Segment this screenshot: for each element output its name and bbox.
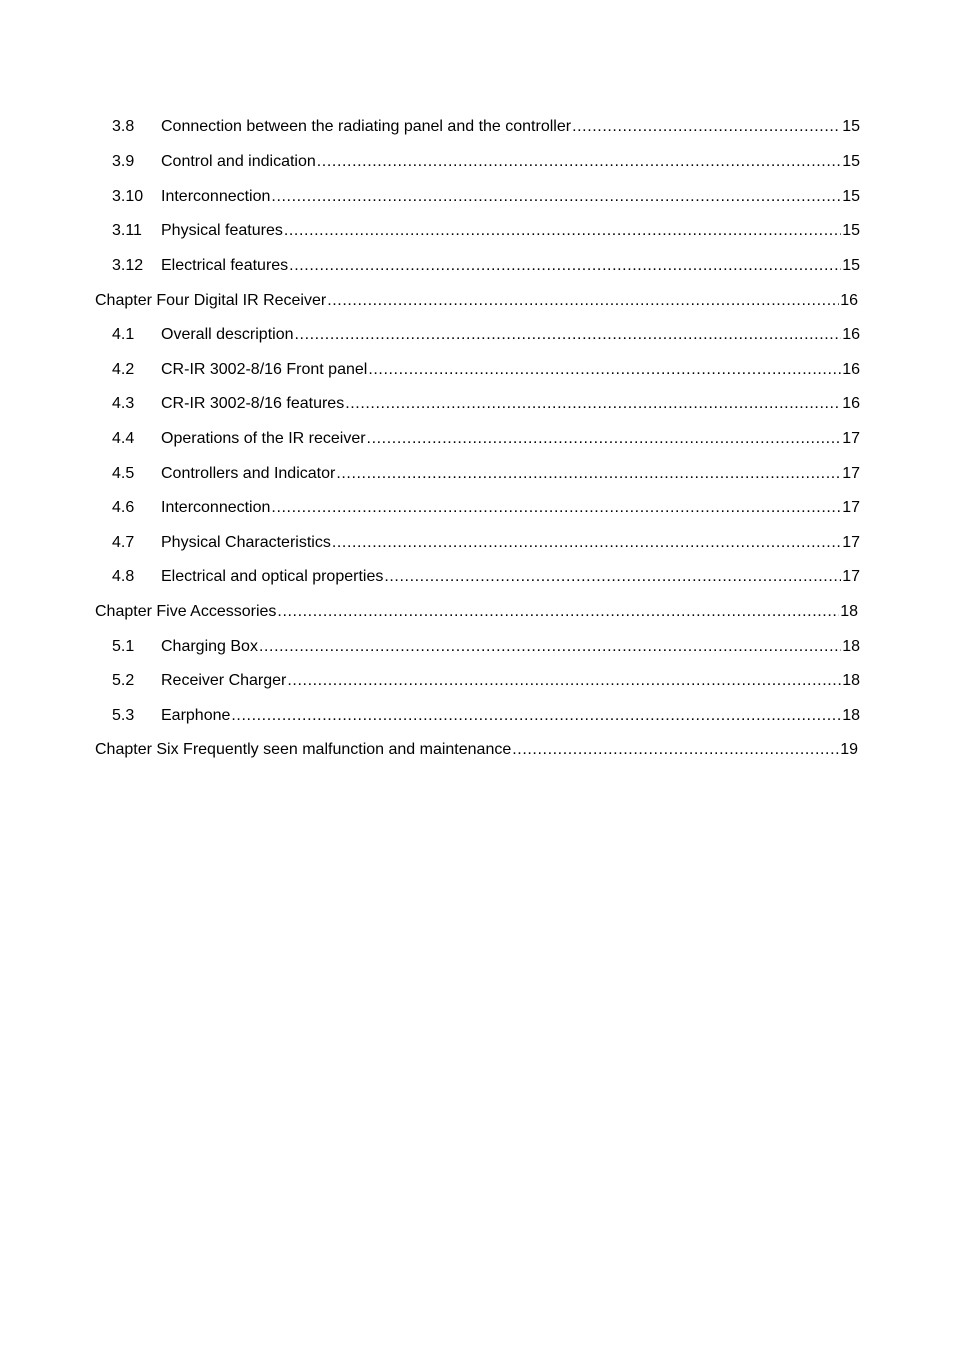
- toc-entry-page: 18: [842, 638, 860, 655]
- toc-entry[interactable]: [112, 706, 860, 726]
- toc-entry-page: 15: [842, 257, 860, 274]
- toc-entry[interactable]: [112, 637, 860, 657]
- dot-leader: [277, 602, 839, 622]
- toc-entry-number: 4.7: [112, 534, 135, 551]
- toc-entry[interactable]: [112, 325, 860, 345]
- toc-entry[interactable]: [112, 221, 860, 241]
- toc-entry-page: 17: [842, 465, 860, 482]
- toc-entry-title: Operations of the IR receiver: [161, 430, 366, 447]
- toc-entry-page: 15: [842, 153, 860, 170]
- dot-leader: [289, 256, 841, 276]
- toc-entry-number: 3.12: [112, 257, 144, 274]
- toc-entry-title: Connection between the radiating panel and the controller: [161, 118, 572, 135]
- toc-entry[interactable]: [112, 464, 860, 484]
- toc-entry-number: 5.3: [112, 707, 135, 724]
- toc-entry-number: 4.2: [112, 361, 135, 378]
- dot-leader: [295, 325, 842, 345]
- toc-entry-title: Physical Characteristics: [161, 534, 331, 551]
- toc-entry-number: 5.1: [112, 638, 135, 655]
- toc-entry-title: Interconnection: [161, 188, 271, 205]
- toc-entry-title: CR-IR 3002-8/16 features: [161, 395, 345, 412]
- toc-entry-number: 3.8: [112, 118, 135, 135]
- toc-entry-title: Interconnection: [161, 499, 271, 516]
- toc-entry[interactable]: [112, 152, 860, 172]
- toc-entry-number: 4.8: [112, 568, 135, 585]
- dot-leader: [327, 291, 839, 311]
- dot-leader: [384, 567, 841, 587]
- toc-entry-number: 3.10: [112, 188, 144, 205]
- toc-entry-number: 4.3: [112, 395, 135, 412]
- toc-entry-title: Controllers and Indicator: [161, 465, 336, 482]
- dot-leader: [336, 464, 841, 484]
- toc-entry-title: Charging Box: [161, 638, 258, 655]
- toc-entry-title: Control and indication: [161, 153, 316, 170]
- dot-leader: [271, 498, 841, 518]
- toc-entry-page: 17: [842, 568, 860, 585]
- toc-entry[interactable]: [112, 533, 860, 553]
- dot-leader: [271, 187, 841, 207]
- toc-entry[interactable]: [112, 671, 860, 691]
- toc-chapter-title: Chapter Five Accessories: [95, 603, 277, 620]
- toc-chapter-title: Chapter Six Frequently seen malfunction and maintenance: [95, 741, 512, 758]
- toc-entry[interactable]: [112, 498, 860, 518]
- toc-entry[interactable]: [112, 429, 860, 449]
- toc-entry-number: 5.2: [112, 672, 135, 689]
- toc-entry-title: Receiver Charger: [161, 672, 287, 689]
- toc-entry-number: 3.9: [112, 153, 135, 170]
- toc-chapter-title: Chapter Four Digital IR Receiver: [95, 292, 327, 309]
- dot-leader: [332, 533, 841, 553]
- toc-chapter-entry[interactable]: [95, 740, 858, 760]
- toc-entry-page: 17: [842, 499, 860, 516]
- toc-entry-title: Electrical features: [161, 257, 289, 274]
- toc-entry-title: CR-IR 3002-8/16 Front panel: [161, 361, 368, 378]
- toc-entry-page: 19: [840, 741, 858, 758]
- toc-entry-page: 18: [842, 707, 860, 724]
- toc-entry-title: Overall description: [161, 326, 294, 343]
- toc-entry-page: 16: [842, 395, 860, 412]
- dot-leader: [512, 740, 839, 760]
- dot-leader: [284, 221, 841, 241]
- toc-entry-page: 18: [840, 603, 858, 620]
- dot-leader: [368, 360, 841, 380]
- dot-leader: [572, 117, 841, 137]
- toc-entry-page: 17: [842, 430, 860, 447]
- toc-entry-number: 4.6: [112, 499, 135, 516]
- toc-entry-number: 4.4: [112, 430, 135, 447]
- toc-entry-page: 16: [842, 326, 860, 343]
- toc-entry[interactable]: [112, 187, 860, 207]
- toc-entry-number: 4.1: [112, 326, 135, 343]
- toc-entry-page: 17: [842, 534, 860, 551]
- toc-entry[interactable]: [112, 117, 860, 137]
- toc-entry-page: 16: [842, 361, 860, 378]
- toc-chapter-entry[interactable]: [95, 291, 858, 311]
- toc-entry-title: Electrical and optical properties: [161, 568, 384, 585]
- toc-entry-page: 15: [842, 222, 860, 239]
- toc-entry-page: 15: [842, 188, 860, 205]
- toc-entry-number: 4.5: [112, 465, 135, 482]
- toc-entry-page: 16: [840, 292, 858, 309]
- toc-entry-page: 15: [842, 118, 860, 135]
- toc-entry-title: Physical features: [161, 222, 283, 239]
- toc-entry[interactable]: [112, 394, 860, 414]
- dot-leader: [345, 394, 841, 414]
- toc-entry-number: 3.11: [112, 222, 142, 239]
- dot-leader: [231, 706, 841, 726]
- dot-leader: [259, 637, 841, 657]
- toc-entry[interactable]: [112, 256, 860, 276]
- toc-entry-page: 18: [842, 672, 860, 689]
- dot-leader: [287, 671, 841, 691]
- toc-chapter-entry[interactable]: [95, 602, 858, 622]
- toc-entry-title: Earphone: [161, 707, 231, 724]
- toc-entry[interactable]: [112, 360, 860, 380]
- dot-leader: [317, 152, 841, 172]
- toc-entry[interactable]: [112, 567, 860, 587]
- dot-leader: [367, 429, 842, 449]
